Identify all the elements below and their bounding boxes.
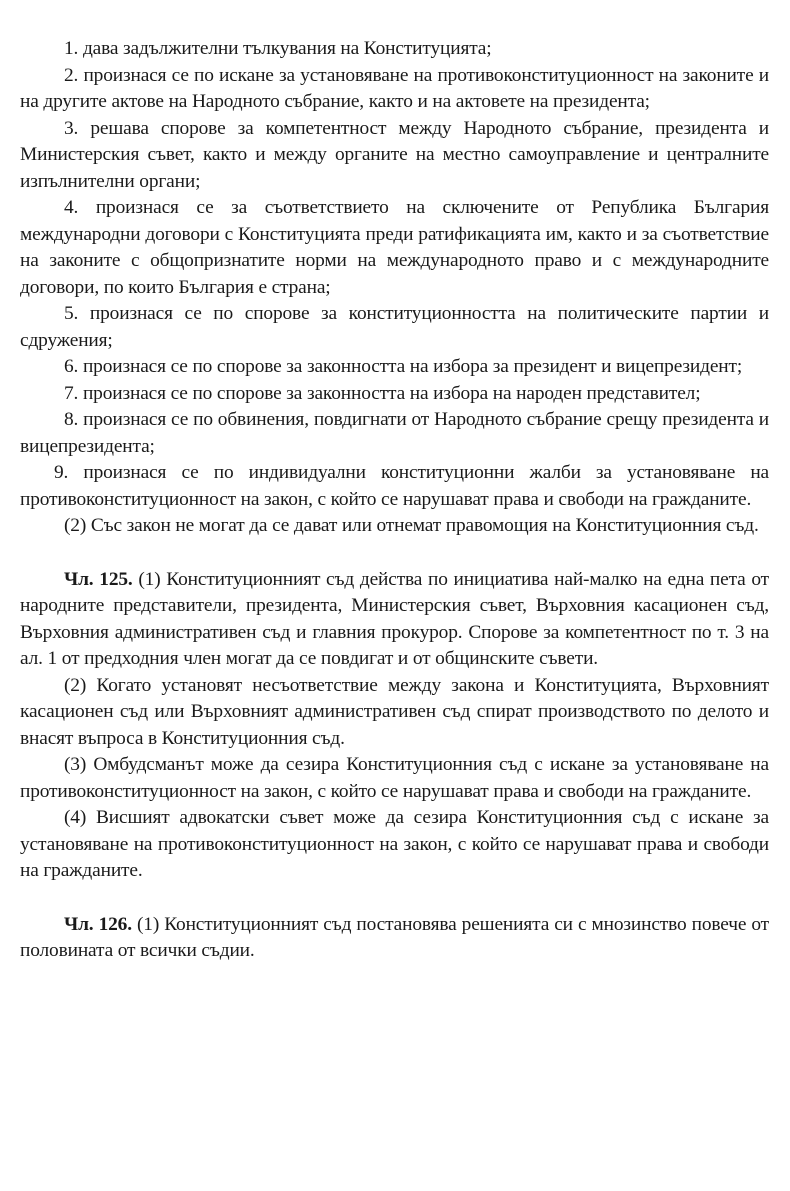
article-125-paragraph-2: (2) Когато установят несъответствие между закона и Конституцията, Върховният касационен съд или Върховният административен съд спират производството по делото и внасят въпроса в Конституционния съд. [20,674,769,749]
article-125-paragraph-1-text: (1) Конституционният съд действа по инициатива най-малко на една пета от народните представители, президента, Министерския съвет, Върховния касационен съд, Върховния административен съд и главния прокурор. Спорове за компетентност по т. 3 на ал. 1 от предходния член могат да се повдигат и от общинските съвети. [20,568,769,669]
article-125-paragraph-3: (3) Омбудсманът може да сезира Конституционния съд с искане за установяване на противоконституционност на закон, с който се нарушават права и свободи на гражданите. [20,754,769,802]
article-126-paragraph-1-text: (1) Конституционният съд постановява решенията си с мнозинство повече от половината от всички съдии. [20,913,769,961]
article-spacer [20,540,769,567]
article-124-point-8: 8. произнася се по обвинения, повдигнати от Народното събрание срещу президента и вицепрезидента; [20,409,769,457]
article-124-point-1: 1. дава задължителни тълкувания на Конституцията; [64,38,492,59]
article-125-label: Чл. 125. [64,568,133,590]
article-125-paragraph-4: (4) Висшият адвокатски съвет може да сезира Конституционния съд с искане за установяване на противоконституционност на закон, с който се нарушават права и свободи на гражданите. [20,807,769,881]
article-124-point-3: 3. решава спорове за компетентност между Народното събрание, президента и Министерския съвет, както и между органите на местно самоуправление и централните изпълнителни органи; [20,117,769,192]
article-124-point-5: 5. произнася се по спорове за конституционността на политическите партии и сдружения; [20,303,769,351]
article-124-paragraph-2: (2) Със закон не могат да се дават или отнемат правомощия на Конституционния съд. [64,515,759,536]
article-126-paragraph-1 [20,912,769,965]
article-124-point-7: 7. произнася се по спорове за законността на избора на народен представител; [64,382,701,404]
article-124-point-9: 9. произнася се по индивидуални конституционни жалби за установяване на противоконституционност на закон, с който се нарушават права и свободи на гражданите. [20,462,769,510]
article-126-label: Чл. 126. [64,913,132,935]
article-spacer [20,885,769,912]
article-125-paragraph-1 [20,567,769,673]
article-124-point-4: 4. произнася се за съответствието на сключените от Република България международни договори с Конституцията преди ратификацията им, както и за съответствие на законите с общопризнатите норми на международното право и с международните договори, по които България е страна; [20,197,769,298]
document-page [20,36,769,965]
article-124-point-6: 6. произнася се по спорове за законността на избора за президент и вицепрезидент; [64,356,743,377]
article-124-point-2: 2. произнася се по искане за установяване на противоконституционност на законите и на другите актове на Народното събрание, както и на актовете на президента; [20,64,769,112]
